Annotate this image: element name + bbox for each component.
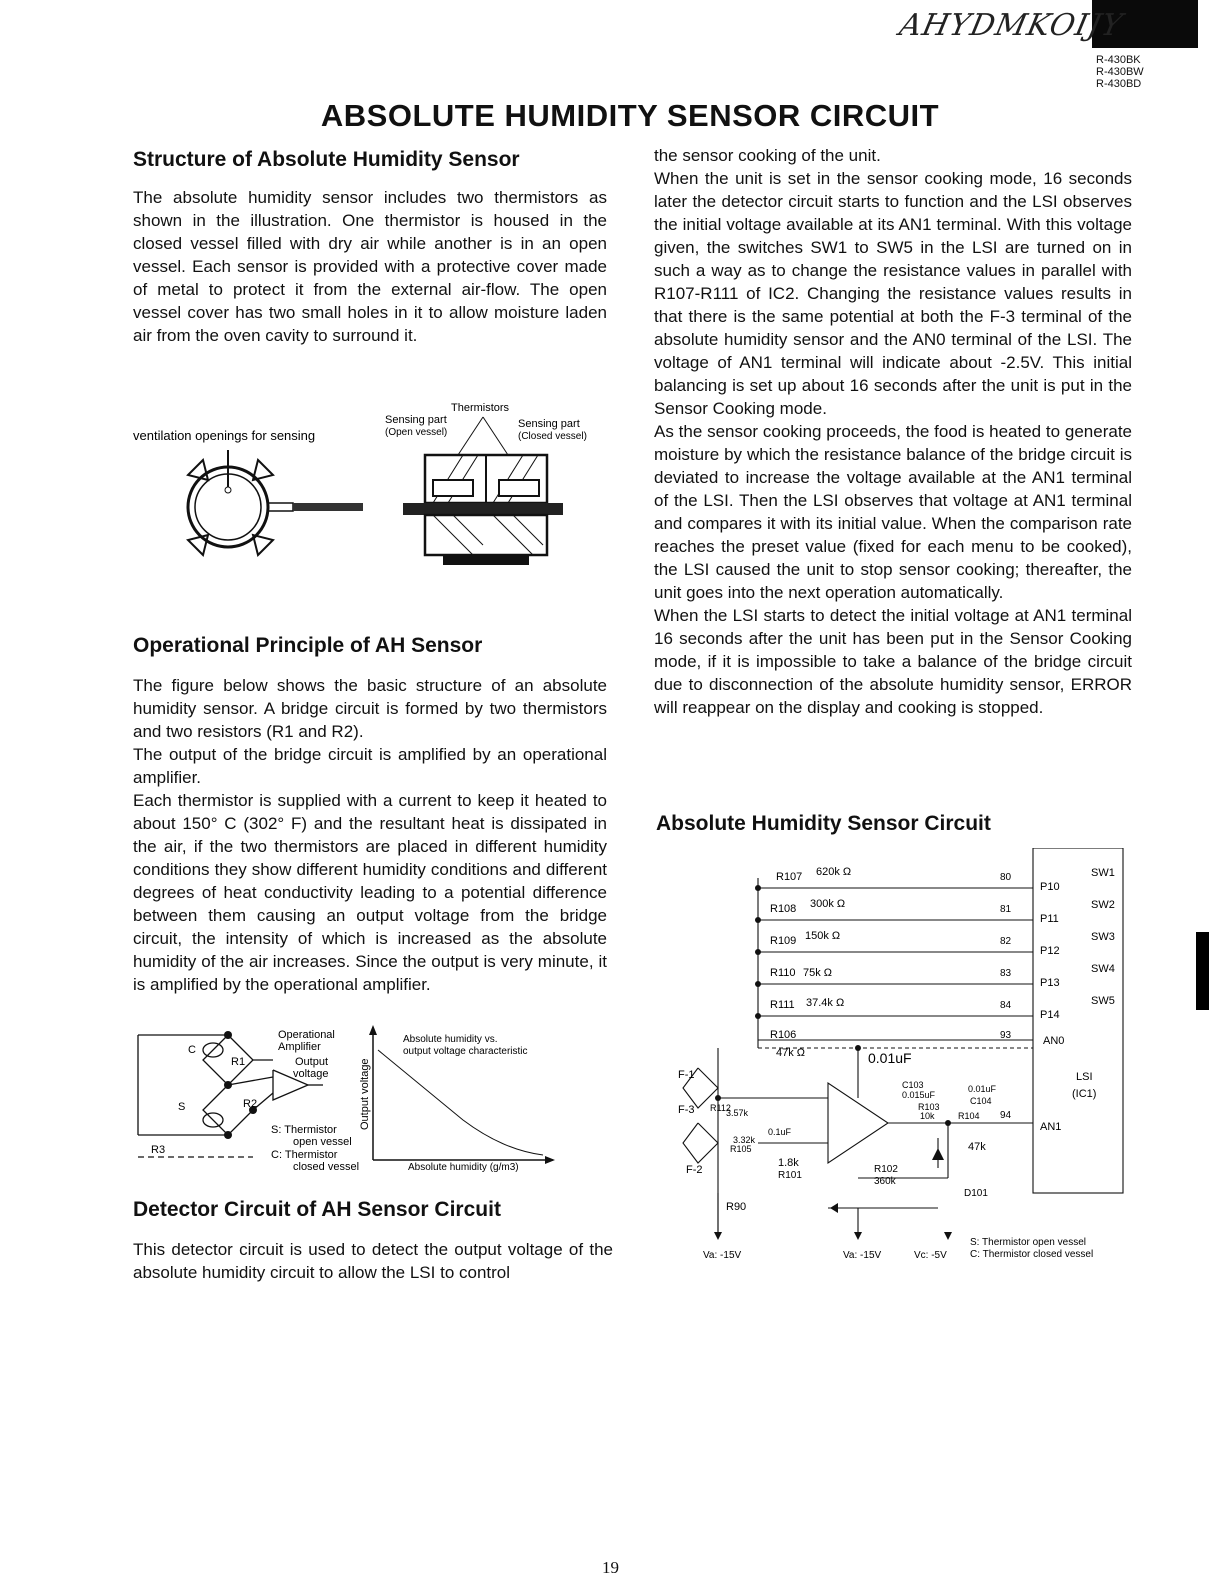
op-amp-label: Amplifier [278, 1041, 321, 1053]
r105-label: R105 [730, 1144, 752, 1154]
graph-title: output voltage characteristic [403, 1046, 528, 1057]
r112-value: 3.57k [726, 1108, 749, 1118]
sensor-top-view [188, 450, 363, 555]
switch-label: SW3 [1091, 931, 1115, 943]
principle-text: The figure below shows the basic structure of an absolute humidity sensor. A bridge circuit is formed by two thermistors and two resistors (R1 and R2). [133, 676, 607, 741]
voltage-label: voltage [293, 1068, 329, 1080]
port-label: P11 [1040, 913, 1059, 925]
r105-value: 3.32k [733, 1135, 756, 1145]
f3-label: F-3 [678, 1104, 695, 1116]
output-label: Output [295, 1056, 329, 1068]
characteristic-graph [359, 1025, 555, 1173]
r3-label: R3 [151, 1144, 166, 1156]
sensing-open-sub: (Open vessel) [385, 427, 448, 438]
capacitor-main: 0.01uF [868, 1050, 912, 1066]
vent-label: ventilation openings for sensing [133, 428, 316, 443]
x-axis-label: Absolute humidity (g/m3) [408, 1162, 519, 1173]
op-amp-label: Operational [278, 1029, 335, 1041]
r108-label: R108 [770, 903, 797, 915]
detector-paragraph [133, 1238, 613, 1284]
c-legend: C: Thermistor [271, 1149, 338, 1161]
principle-text: The output of the bridge circuit is amplified by an operational amplifier. [133, 745, 607, 787]
r111-label: R111 [770, 999, 795, 1011]
r1-label: R1 [231, 1056, 246, 1068]
pin-label: 82 [1000, 936, 1012, 947]
r107-label: R107 [776, 871, 803, 883]
pin-label: 83 [1000, 968, 1012, 979]
section-heading-structure: Structure of Absolute Humidity Sensor [133, 148, 520, 171]
c103-value: 0.015uF [902, 1090, 936, 1100]
sensing-open-label: Sensing part [385, 414, 447, 426]
pin-label: 81 [1000, 904, 1012, 915]
port-label: P14 [1040, 1009, 1060, 1021]
c103-label: C103 [902, 1080, 924, 1090]
ic1-label: (IC1) [1072, 1088, 1097, 1100]
r110-value: 75k Ω [803, 967, 833, 979]
page-number: 19 [602, 1558, 619, 1577]
switch-label: SW5 [1091, 995, 1115, 1007]
model-number: R-430BD [1096, 78, 1142, 90]
graph-title: Absolute humidity vs. [403, 1034, 498, 1045]
va-label: Va: -15V [843, 1250, 882, 1261]
vc-label: Vc: -5V [914, 1250, 947, 1261]
principle-paragraphs [133, 674, 607, 996]
section-edge-marker [1196, 932, 1209, 1010]
an0-label: AN0 [1043, 1035, 1065, 1047]
r104-value: 47k [968, 1141, 986, 1153]
model-number: R-430BK [1096, 54, 1141, 66]
port-label: P10 [1040, 881, 1060, 893]
port-label: P12 [1040, 945, 1060, 957]
r109-value: 150k Ω [805, 930, 841, 942]
legend-c: C: Thermistor closed vessel [970, 1249, 1094, 1260]
pin-93: 93 [1000, 1030, 1012, 1041]
detector-text: This detector circuit is used to detect the output voltage of the absolute humidity circuit to allow the LSI to control [133, 1240, 613, 1282]
legend-s: S: Thermistor open vessel [970, 1237, 1086, 1248]
switch-label: SW1 [1091, 867, 1115, 879]
bridge-circuit-figure [133, 1025, 573, 1180]
section-heading-principle: Operational Principle of AH Sensor [133, 634, 483, 657]
y-axis-label: Output voltage [359, 1058, 371, 1130]
d101-label: D101 [964, 1188, 988, 1199]
r101-label: R101 [778, 1170, 802, 1181]
sensor-cross-section [385, 402, 587, 565]
switch-label: SW4 [1091, 963, 1115, 975]
s-legend: S: Thermistor [271, 1124, 337, 1136]
r102-value: 360k [874, 1176, 896, 1187]
c104-value: 0.01uF [968, 1084, 997, 1094]
right-column-paragraphs [654, 144, 1132, 719]
s-legend: open vessel [293, 1136, 352, 1148]
r103-label: R103 [918, 1102, 940, 1112]
thermistors-label: Thermistors [451, 402, 510, 414]
humidity-circuit-schematic [678, 848, 1133, 1268]
r112-label: R112 [710, 1103, 731, 1113]
c104-label: C104 [970, 1096, 992, 1106]
r104-label: R104 [958, 1111, 980, 1121]
r106-value: 47k Ω [776, 1047, 806, 1059]
f2-label: F-2 [686, 1164, 703, 1176]
structure-text: The absolute humidity sensor includes two thermistors as shown in the illustration. One thermistor is housed in the closed vessel filled with dry air while another is in an open vessel. Each sensor is provided with a protective cover made of metal to protect it from the external air-flow. The open vessel cover has two small holes in it to allow moisture laden air from the oven cavity to surround it. [133, 188, 607, 345]
r106-label: R106 [770, 1029, 797, 1041]
r2-label: R2 [243, 1098, 258, 1110]
r90-label: R90 [726, 1201, 747, 1213]
page-title: ABSOLUTE HUMIDITY SENSOR CIRCUIT [320, 98, 940, 133]
pin-label: 84 [1000, 1000, 1012, 1011]
right-text: the sensor cooking of the unit. [654, 146, 881, 165]
switch-label: SW2 [1091, 899, 1115, 911]
r107-value: 620k Ω [816, 866, 852, 878]
section-heading-circuit: Absolute Humidity Sensor Circuit [656, 812, 991, 835]
handwritten-note: AHYDMKOIJY [896, 8, 1127, 43]
r109-label: R109 [770, 935, 797, 947]
va-label: Va: -15V [703, 1250, 742, 1261]
r108-value: 300k Ω [810, 898, 846, 910]
lsi-label: LSI [1076, 1071, 1093, 1083]
right-text: When the LSI starts to detect the initial voltage at AN1 terminal 16 seconds after the unit has been put in the Sensor Cooking mode, if it is impossible to take a balance of the bridge circuit due to disconnection of the absolute humidity sensor, ERROR will reappear on the display and cooking is stopped. [654, 606, 1132, 717]
model-numbers [1096, 54, 1144, 90]
principle-text: Each thermistor is supplied with a current to keep it heated to about 150° C (302° F) and the resultant heat is dissipated in the air, if the two thermistors are placed in different humidity conditions they show different humidity conditions and different degrees of heat conductivity leading to a potential difference between them causing an output voltage from the bridge circuit, the intensity of which is increased as the absolute humidity of the air increases. Since the output is very minute, it is amplified by the operational amplifier. [133, 791, 607, 994]
section-heading-detector: Detector Circuit of AH Sensor Circuit [133, 1198, 501, 1221]
sensing-closed-label: Sensing part [518, 418, 580, 430]
sensor-structure-figure [133, 395, 613, 595]
r102-label: R102 [874, 1164, 898, 1175]
r111-value: 37.4k Ω [806, 997, 845, 1009]
port-label: P13 [1040, 977, 1060, 989]
pin-label: 80 [1000, 872, 1012, 883]
c-label: C [188, 1044, 196, 1056]
pin-94: 94 [1000, 1110, 1012, 1121]
r110-label: R110 [770, 967, 796, 979]
f1-label: F-1 [678, 1069, 695, 1081]
structure-paragraph [133, 186, 607, 347]
sensing-closed-sub: (Closed vessel) [518, 431, 587, 442]
right-text: When the unit is set in the sensor cooking mode, 16 seconds later the detector circuit starts to function and the LSI observes the initial voltage available at its AN1 terminal. With this voltage given, the switches SW1 to SW5 in the LSI are turned on in such a way as to change the resistance values in parallel with R107-R111 of IC2. Changing the resistance values results in that there is the same potential at both the F-3 terminal of the absolute humidity sensor and the AN0 terminal of the LSI. The voltage of AN1 terminal will indicate about -2.5V. This initial balancing is set up about 16 seconds after the unit is put in the Sensor Cooking mode. [654, 169, 1132, 418]
right-text: As the sensor cooking proceeds, the food is heated to generate moisture by which the resistance balance of the bridge circuit is deviated to increase the voltage available at the AN1 terminal of the LSI. Then the LSI observes that voltage at AN1 terminal and compares it with its initial value. When the comparison rate reaches the preset value (fixed for each menu to be cooked), the LSI caused the unit to stop sensor cooking; thereafter, the unit goes into the next operation automatically. [654, 422, 1132, 602]
an1-label: AN1 [1040, 1121, 1062, 1133]
c-legend: closed vessel [293, 1161, 360, 1173]
r101-value: 1.8k [778, 1157, 799, 1169]
r103-value: 10k [920, 1111, 935, 1121]
model-number: R-430BW [1096, 66, 1144, 78]
c-01uf: 0.1uF [768, 1127, 792, 1137]
s-label: S [178, 1101, 186, 1113]
